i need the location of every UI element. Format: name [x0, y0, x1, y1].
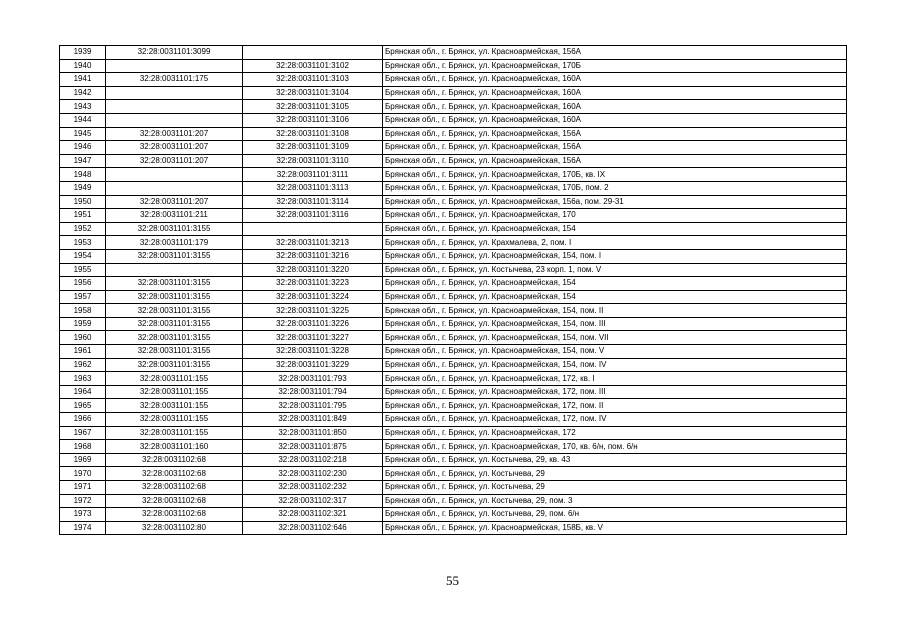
cadastral-number-cell: 32:28:0031101:875	[243, 440, 383, 454]
address-cell: Брянская обл., г. Брянск, ул. Красноармейская, 160А	[383, 113, 847, 127]
page-number: 55	[446, 573, 459, 588]
cadastral-number-cell: 32:28:0031101:3216	[243, 249, 383, 263]
address-cell: Брянская обл., г. Брянск, ул. Красноармейская, 154, пом. IV	[383, 358, 847, 372]
table-row	[60, 508, 847, 522]
address-cell: Брянская обл., г. Брянск, ул. Красноармейская, 154, пом. VII	[383, 331, 847, 345]
row-number-cell: 1956	[60, 277, 106, 291]
parent-cadastral-number-cell: 32:28:0031101:155	[106, 426, 243, 440]
table-row	[60, 249, 847, 263]
row-number-cell: 1954	[60, 249, 106, 263]
table-row	[60, 413, 847, 427]
cadastral-number-cell: 32:28:0031101:3102	[243, 59, 383, 73]
parent-cadastral-number-cell: 32:28:0031101:3155	[106, 249, 243, 263]
row-number-cell: 1969	[60, 453, 106, 467]
cadastral-number-cell: 32:28:0031101:3109	[243, 141, 383, 155]
row-number-cell: 1944	[60, 113, 106, 127]
row-number-cell: 1973	[60, 508, 106, 522]
cadastral-number-cell: 32:28:0031101:3106	[243, 113, 383, 127]
address-cell: Брянская обл., г. Брянск, ул. Красноармейская, 154, пом. V	[383, 345, 847, 359]
address-cell: Брянская обл., г. Брянск, ул. Красноармейская, 154, пом. I	[383, 249, 847, 263]
parent-cadastral-number-cell: 32:28:0031102:68	[106, 453, 243, 467]
cadastral-number-cell: 32:28:0031102:317	[243, 494, 383, 508]
table-row	[60, 154, 847, 168]
address-cell: Брянская обл., г. Брянск, ул. Костычева, 29, пом. 6/н	[383, 508, 847, 522]
parent-cadastral-number-cell: 32:28:0031101:160	[106, 440, 243, 454]
parent-cadastral-number-cell: 32:28:0031101:3155	[106, 358, 243, 372]
table-row	[60, 73, 847, 87]
row-number-cell: 1947	[60, 154, 106, 168]
table-row	[60, 372, 847, 386]
table-row	[60, 453, 847, 467]
parent-cadastral-number-cell: 32:28:0031101:3155	[106, 331, 243, 345]
parent-cadastral-number-cell	[106, 168, 243, 182]
parent-cadastral-number-cell	[106, 263, 243, 277]
cadastral-number-cell: 32:28:0031101:794	[243, 385, 383, 399]
parent-cadastral-number-cell: 32:28:0031102:68	[106, 481, 243, 495]
row-number-cell: 1958	[60, 304, 106, 318]
cadastral-number-cell: 32:28:0031101:3220	[243, 263, 383, 277]
row-number-cell: 1949	[60, 181, 106, 195]
parent-cadastral-number-cell: 32:28:0031102:68	[106, 508, 243, 522]
table-row	[60, 86, 847, 100]
table-row	[60, 46, 847, 60]
table-row	[60, 236, 847, 250]
row-number-cell: 1941	[60, 73, 106, 87]
cadastral-number-cell: 32:28:0031101:3229	[243, 358, 383, 372]
cadastral-number-cell: 32:28:0031102:218	[243, 453, 383, 467]
table-row	[60, 494, 847, 508]
address-cell: Брянская обл., г. Брянск, ул. Красноармейская, 158Б, кв. V	[383, 521, 847, 535]
address-cell: Брянская обл., г. Брянск, ул. Красноармейская, 172, пом. III	[383, 385, 847, 399]
table-row	[60, 358, 847, 372]
table-row	[60, 290, 847, 304]
address-cell: Брянская обл., г. Брянск, ул. Красноармейская, 156А	[383, 46, 847, 60]
cadastral-number-cell: 32:28:0031101:3213	[243, 236, 383, 250]
parent-cadastral-number-cell: 32:28:0031101:3155	[106, 222, 243, 236]
cadastral-number-cell: 32:28:0031101:3224	[243, 290, 383, 304]
parent-cadastral-number-cell: 32:28:0031101:179	[106, 236, 243, 250]
address-cell: Брянская обл., г. Брянск, ул. Красноармейская, 154	[383, 277, 847, 291]
table-row	[60, 127, 847, 141]
cadastral-number-cell: 32:28:0031101:3104	[243, 86, 383, 100]
row-number-cell: 1948	[60, 168, 106, 182]
parent-cadastral-number-cell: 32:28:0031101:155	[106, 413, 243, 427]
table-row	[60, 304, 847, 318]
address-cell: Брянская обл., г. Брянск, ул. Костычева, 29, пом. 3	[383, 494, 847, 508]
row-number-cell: 1940	[60, 59, 106, 73]
table-row	[60, 467, 847, 481]
parent-cadastral-number-cell: 32:28:0031101:3155	[106, 317, 243, 331]
cadastral-number-cell: 32:28:0031101:3227	[243, 331, 383, 345]
table-row	[60, 345, 847, 359]
cadastral-number-cell: 32:28:0031101:3116	[243, 209, 383, 223]
parent-cadastral-number-cell: 32:28:0031101:207	[106, 141, 243, 155]
row-number-cell: 1955	[60, 263, 106, 277]
table-row	[60, 113, 847, 127]
row-number-cell: 1968	[60, 440, 106, 454]
row-number-cell: 1967	[60, 426, 106, 440]
address-cell: Брянская обл., г. Брянск, ул. Костычева, 29	[383, 481, 847, 495]
cadastral-number-cell	[243, 222, 383, 236]
table-row	[60, 141, 847, 155]
row-number-cell: 1959	[60, 317, 106, 331]
address-cell: Брянская обл., г. Брянск, ул. Красноармейская, 156а, пом. 29-31	[383, 195, 847, 209]
address-cell: Брянская обл., г. Брянск, ул. Красноармейская, 154, пом. II	[383, 304, 847, 318]
parent-cadastral-number-cell	[106, 86, 243, 100]
cadastral-number-cell: 32:28:0031101:3111	[243, 168, 383, 182]
address-cell: Брянская обл., г. Брянск, ул. Красноармейская, 172, пом. II	[383, 399, 847, 413]
address-cell: Брянская обл., г. Брянск, ул. Красноармейская, 170Б, кв. IX	[383, 168, 847, 182]
address-cell: Брянская обл., г. Брянск, ул. Красноармейская, 170, кв. 6/н, пом. 6/н	[383, 440, 847, 454]
address-cell: Брянская обл., г. Брянск, ул. Красноармейская, 170	[383, 209, 847, 223]
parent-cadastral-number-cell: 32:28:0031102:68	[106, 494, 243, 508]
row-number-cell: 1945	[60, 127, 106, 141]
cadastral-number-cell: 32:28:0031101:3225	[243, 304, 383, 318]
parent-cadastral-number-cell	[106, 113, 243, 127]
cadastral-number-cell: 32:28:0031101:3228	[243, 345, 383, 359]
address-cell: Брянская обл., г. Брянск, ул. Красноармейская, 160А	[383, 73, 847, 87]
address-cell: Брянская обл., г. Брянск, ул. Красноармейская, 170Б	[383, 59, 847, 73]
parent-cadastral-number-cell	[106, 181, 243, 195]
row-number-cell: 1952	[60, 222, 106, 236]
row-number-cell: 1966	[60, 413, 106, 427]
address-cell: Брянская обл., г. Брянск, ул. Костычева, 29	[383, 467, 847, 481]
table-row	[60, 195, 847, 209]
parent-cadastral-number-cell	[106, 59, 243, 73]
table-row	[60, 222, 847, 236]
cadastral-number-cell: 32:28:0031101:793	[243, 372, 383, 386]
table-row	[60, 385, 847, 399]
cadastral-number-cell: 32:28:0031102:230	[243, 467, 383, 481]
registry-table	[59, 45, 847, 535]
cadastral-number-cell: 32:28:0031101:849	[243, 413, 383, 427]
parent-cadastral-number-cell: 32:28:0031102:68	[106, 467, 243, 481]
row-number-cell: 1942	[60, 86, 106, 100]
cadastral-number-cell: 32:28:0031101:3114	[243, 195, 383, 209]
parent-cadastral-number-cell: 32:28:0031101:155	[106, 372, 243, 386]
table-row	[60, 317, 847, 331]
cadastral-number-cell: 32:28:0031101:850	[243, 426, 383, 440]
table-row	[60, 59, 847, 73]
cadastral-number-cell	[243, 46, 383, 60]
table-row	[60, 100, 847, 114]
row-number-cell: 1961	[60, 345, 106, 359]
parent-cadastral-number-cell: 32:28:0031101:155	[106, 399, 243, 413]
cadastral-number-cell: 32:28:0031101:795	[243, 399, 383, 413]
table-row	[60, 521, 847, 535]
cadastral-number-cell: 32:28:0031102:646	[243, 521, 383, 535]
parent-cadastral-number-cell: 32:28:0031101:3155	[106, 290, 243, 304]
table-row	[60, 168, 847, 182]
row-number-cell: 1951	[60, 209, 106, 223]
table-row	[60, 481, 847, 495]
row-number-cell: 1939	[60, 46, 106, 60]
parent-cadastral-number-cell: 32:28:0031102:80	[106, 521, 243, 535]
row-number-cell: 1971	[60, 481, 106, 495]
registry-table-body	[60, 46, 847, 535]
address-cell: Брянская обл., г. Брянск, ул. Костычева, 29, кв. 43	[383, 453, 847, 467]
row-number-cell: 1962	[60, 358, 106, 372]
address-cell: Брянская обл., г. Брянск, ул. Красноармейская, 160А	[383, 100, 847, 114]
row-number-cell: 1943	[60, 100, 106, 114]
parent-cadastral-number-cell	[106, 100, 243, 114]
row-number-cell: 1974	[60, 521, 106, 535]
row-number-cell: 1972	[60, 494, 106, 508]
cadastral-number-cell: 32:28:0031101:3113	[243, 181, 383, 195]
table-row	[60, 277, 847, 291]
address-cell: Брянская обл., г. Брянск, ул. Красноармейская, 172, кв. I	[383, 372, 847, 386]
cadastral-number-cell: 32:28:0031101:3223	[243, 277, 383, 291]
parent-cadastral-number-cell: 32:28:0031101:3155	[106, 277, 243, 291]
parent-cadastral-number-cell: 32:28:0031101:3099	[106, 46, 243, 60]
row-number-cell: 1957	[60, 290, 106, 304]
table-row	[60, 426, 847, 440]
parent-cadastral-number-cell: 32:28:0031101:175	[106, 73, 243, 87]
row-number-cell: 1963	[60, 372, 106, 386]
row-number-cell: 1946	[60, 141, 106, 155]
cadastral-number-cell: 32:28:0031101:3226	[243, 317, 383, 331]
parent-cadastral-number-cell: 32:28:0031101:207	[106, 195, 243, 209]
address-cell: Брянская обл., г. Брянск, ул. Красноармейская, 170Б, пом. 2	[383, 181, 847, 195]
cadastral-number-cell: 32:28:0031101:3108	[243, 127, 383, 141]
parent-cadastral-number-cell: 32:28:0031101:155	[106, 385, 243, 399]
table-row	[60, 440, 847, 454]
address-cell: Брянская обл., г. Брянск, ул. Красноармейская, 156А	[383, 154, 847, 168]
row-number-cell: 1950	[60, 195, 106, 209]
parent-cadastral-number-cell: 32:28:0031101:3155	[106, 345, 243, 359]
address-cell: Брянская обл., г. Брянск, ул. Красноармейская, 154	[383, 290, 847, 304]
row-number-cell: 1970	[60, 467, 106, 481]
cadastral-number-cell: 32:28:0031101:3105	[243, 100, 383, 114]
cadastral-number-cell: 32:28:0031102:232	[243, 481, 383, 495]
table-row	[60, 399, 847, 413]
table-row	[60, 181, 847, 195]
address-cell: Брянская обл., г. Брянск, ул. Красноармейская, 154	[383, 222, 847, 236]
address-cell: Брянская обл., г. Брянск, ул. Костычева, 23 корп. 1, пом. V	[383, 263, 847, 277]
row-number-cell: 1965	[60, 399, 106, 413]
table-row	[60, 263, 847, 277]
parent-cadastral-number-cell: 32:28:0031101:211	[106, 209, 243, 223]
table-row	[60, 209, 847, 223]
address-cell: Брянская обл., г. Брянск, ул. Красноармейская, 154, пом. III	[383, 317, 847, 331]
row-number-cell: 1953	[60, 236, 106, 250]
address-cell: Брянская обл., г. Брянск, ул. Крахмалева, 2, пом. I	[383, 236, 847, 250]
cadastral-number-cell: 32:28:0031101:3110	[243, 154, 383, 168]
parent-cadastral-number-cell: 32:28:0031101:3155	[106, 304, 243, 318]
address-cell: Брянская обл., г. Брянск, ул. Красноармейская, 160А	[383, 86, 847, 100]
parent-cadastral-number-cell: 32:28:0031101:207	[106, 154, 243, 168]
cadastral-number-cell: 32:28:0031101:3103	[243, 73, 383, 87]
parent-cadastral-number-cell: 32:28:0031101:207	[106, 127, 243, 141]
row-number-cell: 1960	[60, 331, 106, 345]
row-number-cell: 1964	[60, 385, 106, 399]
address-cell: Брянская обл., г. Брянск, ул. Красноармейская, 156А	[383, 127, 847, 141]
address-cell: Брянская обл., г. Брянск, ул. Красноармейская, 172	[383, 426, 847, 440]
address-cell: Брянская обл., г. Брянск, ул. Красноармейская, 156А	[383, 141, 847, 155]
address-cell: Брянская обл., г. Брянск, ул. Красноармейская, 172, пом. IV	[383, 413, 847, 427]
cadastral-number-cell: 32:28:0031102:321	[243, 508, 383, 522]
table-row	[60, 331, 847, 345]
